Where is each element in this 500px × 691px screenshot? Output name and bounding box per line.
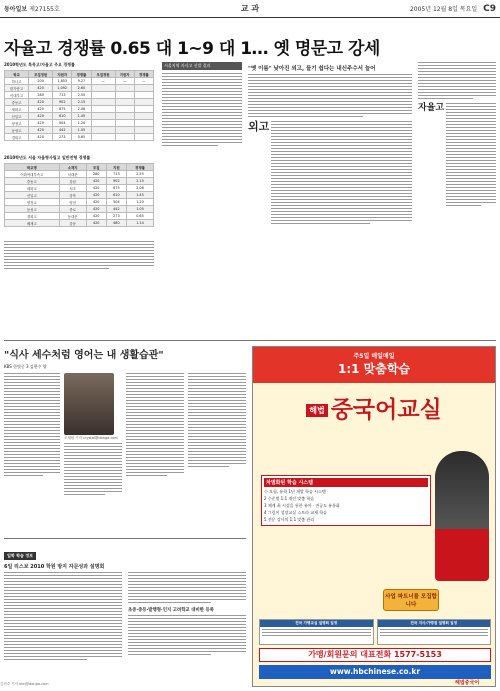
table-cell: 273: [53, 134, 72, 141]
table-row: [5, 220, 154, 227]
table-cell: 420: [29, 113, 53, 120]
table-cell: [134, 85, 153, 92]
mid-text-1: [248, 74, 412, 117]
table-cell: [91, 106, 115, 113]
table-cell: 종로: [59, 206, 86, 213]
table-cell: 1.45: [72, 113, 91, 120]
table-cell: 420: [86, 185, 106, 192]
table-row: [5, 85, 154, 92]
table-cell: [115, 92, 134, 99]
table-row: [5, 192, 154, 199]
table-row: [5, 171, 154, 178]
ad-partner-badge: 사업 파트너를 모집합니다: [383, 589, 439, 611]
table-row: [5, 206, 154, 213]
table1-title: 2010학년도 특목고/자율고 주요 경쟁률: [4, 62, 75, 67]
photo-caption: 오재원 기자 crystal@donga.com: [64, 436, 118, 440]
table-row: [5, 178, 154, 185]
table-cell: [134, 99, 153, 106]
table-cell: 경희고: [5, 134, 29, 141]
table-cell: 504: [53, 120, 72, 127]
table-cell: 2.15: [72, 99, 91, 106]
table-header-cell: 경쟁률: [134, 71, 153, 78]
table-cell: 동성고: [5, 206, 60, 213]
table-cell: 1,853: [53, 78, 72, 85]
ad-ribbon-text: 1:1 맞춤학습: [337, 362, 411, 376]
table-cell: 강남: [59, 178, 86, 185]
table-cell: 610: [106, 192, 126, 199]
table-cell: 713: [106, 171, 126, 178]
ad-logo: 해법중국어: [455, 680, 480, 686]
table-header-cell: 모집정원: [29, 71, 53, 78]
table-cell: 420: [86, 213, 106, 220]
table-cell: 420: [86, 206, 106, 213]
table-cell: 1,092: [53, 85, 72, 92]
table-row: [5, 92, 154, 99]
table-header-cell: 경쟁률: [126, 164, 153, 171]
table-row: [5, 127, 154, 134]
table-cell: 200: [29, 78, 53, 85]
table-cell: 1.20: [126, 199, 153, 206]
section-divider: [4, 340, 496, 341]
ad-feature-item: 5 전문 강사의 1:1 맞춤 관리: [264, 516, 315, 522]
table-cell: 세화고: [5, 106, 29, 113]
table-cell: 280: [29, 92, 53, 99]
table-cell: [115, 106, 134, 113]
table-cell: 280: [86, 171, 106, 178]
ad-title: [253, 391, 495, 424]
main-headline: 자율고 경쟁률 0.65 대 1~9 대 1… 옛 명문고 강세: [4, 39, 380, 59]
ad-schedule-right: [377, 619, 492, 645]
table-cell: [115, 113, 134, 120]
table-cell: [91, 85, 115, 92]
ad-title-text: 중국어교실: [330, 397, 442, 423]
table-header-cell: 학교: [5, 71, 29, 78]
table-cell: 1.14: [126, 220, 153, 227]
issue-date: 2005년 12월 8일 목요일: [409, 5, 478, 13]
middle-article: [248, 62, 412, 337]
table-cell: 세화고: [5, 185, 60, 192]
table-cell: 420: [29, 106, 53, 113]
table-cell: 1.05: [126, 206, 153, 213]
table-cell: 2.55: [72, 92, 91, 99]
interview-text-2: [64, 443, 122, 495]
table-cell: 902: [53, 99, 72, 106]
table-cell: [134, 120, 153, 127]
table-cell: 420: [29, 85, 53, 92]
table-cell: 동대문: [59, 213, 86, 220]
date-and-page: [332, 4, 496, 14]
ad-feature-list: [261, 475, 431, 526]
table-row: [5, 120, 154, 127]
table-cell: 504: [106, 199, 126, 206]
ad-schedule-tables: [259, 619, 491, 645]
table-cell: 713: [53, 92, 72, 99]
table-cell: 동성고: [5, 127, 29, 134]
interview-article: [4, 346, 246, 536]
issue-info: [4, 4, 168, 13]
table-cell: 610: [53, 113, 72, 120]
sidebar-text: [162, 73, 242, 146]
table-header-cell: 소재지: [59, 164, 86, 171]
table-cell: 강동: [59, 220, 86, 227]
mid-subhead: 외고: [248, 120, 270, 133]
school-table: [4, 163, 154, 227]
ad-feature-item: 3 체계 최 시설을 통한 유아 · 전공도 유통화: [264, 502, 340, 508]
table-cell: 이화여대부속고: [5, 171, 60, 178]
chinese-class-advertisement: [252, 346, 496, 687]
table-cell: [115, 85, 134, 92]
table-header-cell: 경쟁률: [72, 71, 91, 78]
table-row: [5, 113, 154, 120]
table2-title: 2010학년도 서울 자율형사립고 일반전형 경쟁률: [4, 155, 91, 160]
interview-text-4: [188, 373, 246, 467]
table-cell: [134, 92, 153, 99]
table-cell: 902: [106, 178, 126, 185]
table-cell: [91, 99, 115, 106]
lower-divider: [4, 538, 246, 539]
table-cell: —: [115, 78, 134, 85]
right-article: [418, 62, 496, 337]
table-cell: 양정고: [5, 199, 60, 206]
table-cell: 2.55: [126, 171, 153, 178]
ad-model-figure: [435, 451, 489, 581]
table-cell: [91, 134, 115, 141]
page-header: [0, 0, 500, 18]
table-cell: [91, 120, 115, 127]
table-cell: 하나고: [5, 78, 29, 85]
table-cell: [134, 127, 153, 134]
table-cell: 420: [29, 127, 53, 134]
table-cell: 배재고: [5, 220, 60, 227]
ad-schedule-right-title: 전국 지사/가맹점 설명회 일정: [378, 620, 491, 627]
paper-name: 동아일보: [4, 6, 28, 13]
table-cell: 중동고: [5, 99, 29, 106]
interview-kicker: KBS 한빛중 3 김현수 양: [4, 364, 47, 369]
table-header-cell: 지원: [106, 164, 126, 171]
ad-feature-item: 2 수준별 1:1 개인 맞춤 학습: [264, 495, 315, 501]
table-cell: 1.20: [72, 120, 91, 127]
table-cell: 420: [86, 220, 106, 227]
table-cell: [134, 106, 153, 113]
sidebar-box: [162, 62, 242, 272]
table-row: [5, 134, 154, 141]
table-cell: 480: [106, 220, 126, 227]
right-text-2: [446, 103, 496, 206]
sidebar-title: 서울지역 자사고 선발 결과: [162, 62, 242, 70]
interview-quote: "식사 세수처럼 영어는 내 생활습관": [4, 350, 164, 361]
stats-tables: [4, 62, 154, 332]
table-header-cell: 모집: [86, 164, 106, 171]
table-cell: [134, 134, 153, 141]
table-cell: 2.08: [126, 185, 153, 192]
table-cell: 서대문: [59, 171, 86, 178]
table-cell: 273: [106, 213, 126, 220]
table-cell: [91, 127, 115, 134]
table-row: [5, 78, 154, 85]
table-cell: [115, 127, 134, 134]
table-notes: [4, 241, 154, 269]
footer-credit: 김현수 기자 kim@donga.com: [0, 682, 49, 686]
table-row: [5, 213, 154, 220]
info-subheading: 초중·중등·발행형·인지 고려학교 대비한 등록: [128, 608, 214, 613]
table-cell: 신일고: [5, 113, 29, 120]
table-cell: 9.27: [72, 78, 91, 85]
section-name: 교 과: [240, 4, 260, 13]
ad-brand: 해법: [306, 404, 327, 417]
table-cell: 2.60: [72, 85, 91, 92]
table-cell: 875: [53, 106, 72, 113]
table-cell: [115, 120, 134, 127]
table-cell: 이대부고: [5, 92, 29, 99]
ad-list-heading: 차별화된 학습 시스템: [264, 478, 428, 487]
table-cell: 양정고: [5, 120, 29, 127]
ad-feature-item: 수 오필, 유학 1년 개발 학습 시스템: [264, 488, 326, 494]
ad-schedule-left-title: 전국 가맹교실 설명회 일정: [260, 620, 373, 627]
table-header-cell: 모집정원: [91, 71, 115, 78]
info-article: [4, 542, 246, 680]
table-cell: 442: [53, 127, 72, 134]
table-row: [5, 185, 154, 192]
table-row: [5, 99, 154, 106]
table-header-cell: 지원자: [53, 71, 72, 78]
table-cell: 경희고: [5, 213, 60, 220]
ad-feature-item: 4 그림이 성장교실 스트라 교재 학습: [264, 509, 327, 515]
interview-photo: [64, 373, 114, 435]
table-row: [5, 106, 154, 113]
ad-ribbon-small: 주5일 매일매일: [353, 353, 395, 360]
table-cell: —: [134, 78, 153, 85]
table-cell: 0.65: [126, 213, 153, 220]
ad-schedule-left: [259, 619, 374, 645]
page-number: C9: [483, 3, 496, 14]
table-cell: [91, 92, 115, 99]
info-tag: 입학 학습 정보: [4, 552, 36, 560]
table-cell: 875: [106, 185, 126, 192]
table-cell: 서초: [59, 185, 86, 192]
interview-text-3: [126, 373, 184, 476]
interview-text-1: [4, 373, 60, 476]
table-cell: 420: [29, 99, 53, 106]
mid-heading: "옛 이름" 낮아진 외고, 들기 쉽다는 내신주수서 늘어: [248, 66, 376, 72]
table-cell: 420: [29, 120, 53, 127]
table-header-cell: 지원자: [115, 71, 134, 78]
table-cell: 0.65: [72, 134, 91, 141]
table-cell: 1.05: [72, 127, 91, 134]
table-cell: 420: [86, 192, 106, 199]
info-heading: 6일 리스보 2010 학원 방지 자문성과 설명회: [4, 564, 105, 570]
table-cell: 420: [86, 199, 106, 206]
table-cell: 442: [106, 206, 126, 213]
table-cell: [91, 113, 115, 120]
table-cell: 420: [86, 178, 106, 185]
table-cell: 420: [29, 134, 53, 141]
right-subhead: 자율고: [418, 103, 445, 113]
right-text-1: [418, 62, 496, 99]
issue-number: 제27155호: [29, 6, 60, 13]
info-text-3: [128, 615, 246, 655]
table-cell: 양천: [59, 199, 86, 206]
table-header-cell: 학교명: [5, 164, 60, 171]
table-cell: 중동고: [5, 178, 60, 185]
ad-url[interactable]: www.hbchinese.co.kr: [259, 665, 491, 679]
table-cell: 2.08: [72, 106, 91, 113]
competition-table: [4, 70, 154, 141]
table-cell: [134, 113, 153, 120]
table-row: [5, 199, 154, 206]
table-cell: [115, 134, 134, 141]
ad-phone: 가맹/회원문의 대표전화 1577-5153: [259, 648, 491, 662]
table-cell: 신일고: [5, 192, 60, 199]
table-cell: [115, 99, 134, 106]
info-text-1: [4, 572, 122, 660]
info-text-2: [128, 572, 246, 603]
mid-text-2: [271, 121, 412, 224]
table-cell: 한가람고: [5, 85, 29, 92]
ad-ribbon: [253, 347, 495, 383]
table-cell: 2.15: [126, 178, 153, 185]
table-cell: 강북: [59, 192, 86, 199]
table-cell: —: [91, 78, 115, 85]
table-cell: 1.45: [126, 192, 153, 199]
